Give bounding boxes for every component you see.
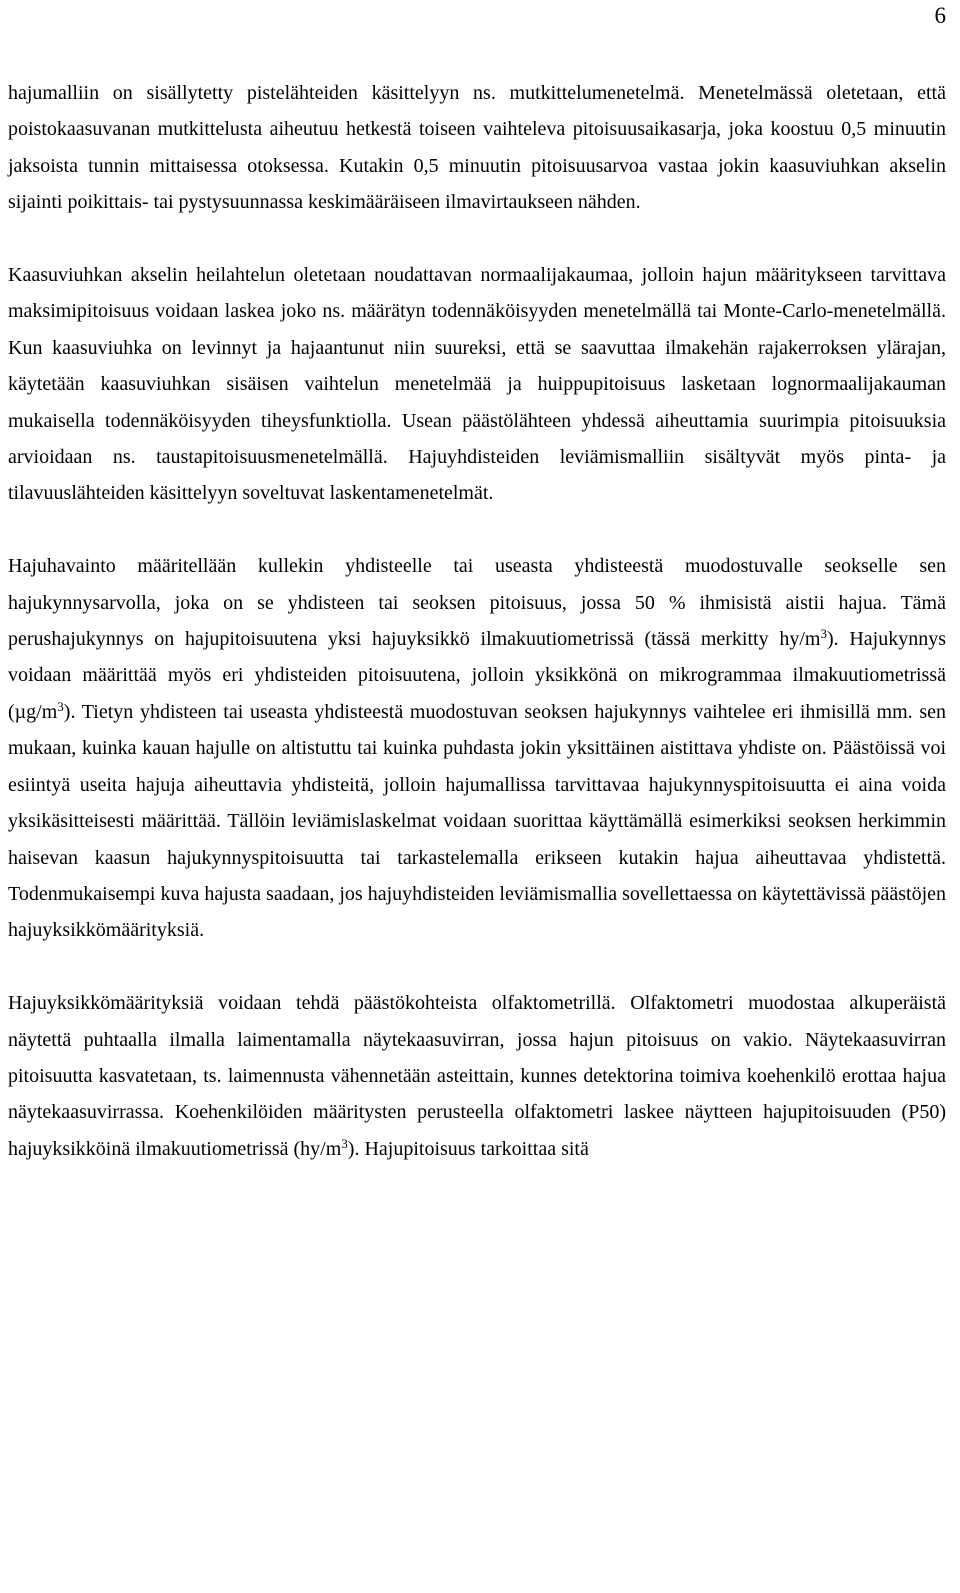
- paragraph-text-segment: ). Hajukynnys voidaan määrittää myös eri yhdisteiden pitoisuutena, jolloin yksikkönä on mikrogrammaa ilmakuutiometrissä (µg/m: [8, 628, 946, 723]
- superscript-exponent: 3: [341, 1135, 348, 1151]
- paragraph-mutkittelumenetelma: hajumalliin on sisällytetty pistelähteiden käsittelyyn ns. mutkittelumenetelmä. Menetelmässä oletetaan, että poistokaasuvanan mutkittelusta aiheutuu hetkestä toiseen vaihteleva pitoisuusaikasarja, joka koostuu 0,5 minuutin jaksoista tunnin mittaisessa otoksessa. Kutakin 0,5 minuutin pitoisuusarvoa vastaa jokin kaasuviuhkan akselin sijainti poikittais- tai pystysuunnassa keskimääräiseen ilmavirtaukseen nähden.: [8, 82, 946, 214]
- paragraph-text-segment: Hajuhavainto määritellään kullekin yhdisteelle tai useasta yhdisteestä muodostuvalle seokselle sen hajukynnysarvolla, joka on se yhdisteen tai seoksen pitoisuus, jossa 50 % ihmisistä aistii hajua. Tämä perushajukynnys on hajupitoisuutena yksi hajuyksikkö ilmakuutiometrissä (tässä merkitty hy/m: [8, 555, 946, 651]
- paragraph-text-segment: Hajuyksikkömäärityksiä voidaan tehdä päästökohteista olfaktometrillä. Olfaktometri muodostaa alkuperäistä näytettä puhtaalla ilmalla laimentamalla näytekaasuvirran, jossa hajun pitoisuus on vakio. Näytekaasuvirran pitoisuutta kasvatetaan, ts. laimennusta vähennetään asteittain, kunnes detektorina toimiva koehenkilö erottaa hajua näytekaasuvirrassa. Koehenkilöiden määritysten perusteella olfaktometri laskee näytteen hajupitoisuuden (P50) hajuyksikköinä ilmakuutiometrissä (hy/m: [8, 992, 946, 1160]
- paragraph-hajuhavainto: [8, 548, 946, 948]
- paragraph-text-segment: ). Hajupitoisuus tarkoittaa sitä: [347, 1137, 589, 1160]
- paragraph-hajuyksikkomaaritykset: [8, 985, 946, 1167]
- paragraph-kaasuviuhka: Kaasuviuhkan akselin heilahtelun oletetaan noudattavan normaalijakaumaa, jolloin hajun määritykseen tarvittava maksimipitoisuus voidaan laskea joko ns. määrätyn todennäköisyyden menetelmällä tai Monte-Carlo-menetelmällä. Kun kaasuviuhka on levinnyt ja hajaantunut niin suureksi, että se saavuttaa ilmakehän rajakerroksen ylärajan, käytetään kaasuviuhkan sisäisen vaihtelun menetelmää ja huippupitoisuus lasketaan lognormaalijakauman mukaisella todennäköisyyden tiheysfunktiolla. Usean päästölähteen yhdessä aiheuttamia suurimpia pitoisuuksia arvioidaan ns. taustapitoisuusmenetelmällä. Hajuyhdisteiden leviämismalliin sisältyvät myös pinta- ja tilavuuslähteiden käsittelyyn soveltuvat laskentamenetelmät.: [8, 264, 946, 505]
- superscript-exponent: 3: [820, 625, 827, 641]
- document-body: [8, 75, 946, 1167]
- page-number: 6: [934, 3, 946, 28]
- paragraph-text-segment: ). Tietyn yhdisteen tai useasta yhdisteestä muodostuvan seoksen hajukynnys vaihtelee eri ihmisillä mm. sen mukaan, kuinka kauan hajulle on altistuttu tai kuinka puhdasta jokin yksittäinen aistittava yhdiste on. Päästöissä voi esiintyä useita hajuja aiheuttavia yhdisteitä, jolloin hajumallissa tarvittavaa hajukynnyspitoisuutta ei aina voida yksikäsitteisesti määrittää. Tällöin leviämislaskelmat voidaan suorittaa käyttämällä esimerkiksi seoksen herkimmin haisevan kaasun hajukynnyspitoisuutta tai tarkastelemalla erikseen kutakin hajua aiheuttavaa yhdistettä. Todenmukaisempi kuva hajusta saadaan, jos hajuyhdisteiden leviämismallia sovellettaessa on käytettävissä päästöjen hajuyksikkömäärityksiä.: [8, 700, 946, 942]
- superscript-exponent: 3: [57, 698, 64, 714]
